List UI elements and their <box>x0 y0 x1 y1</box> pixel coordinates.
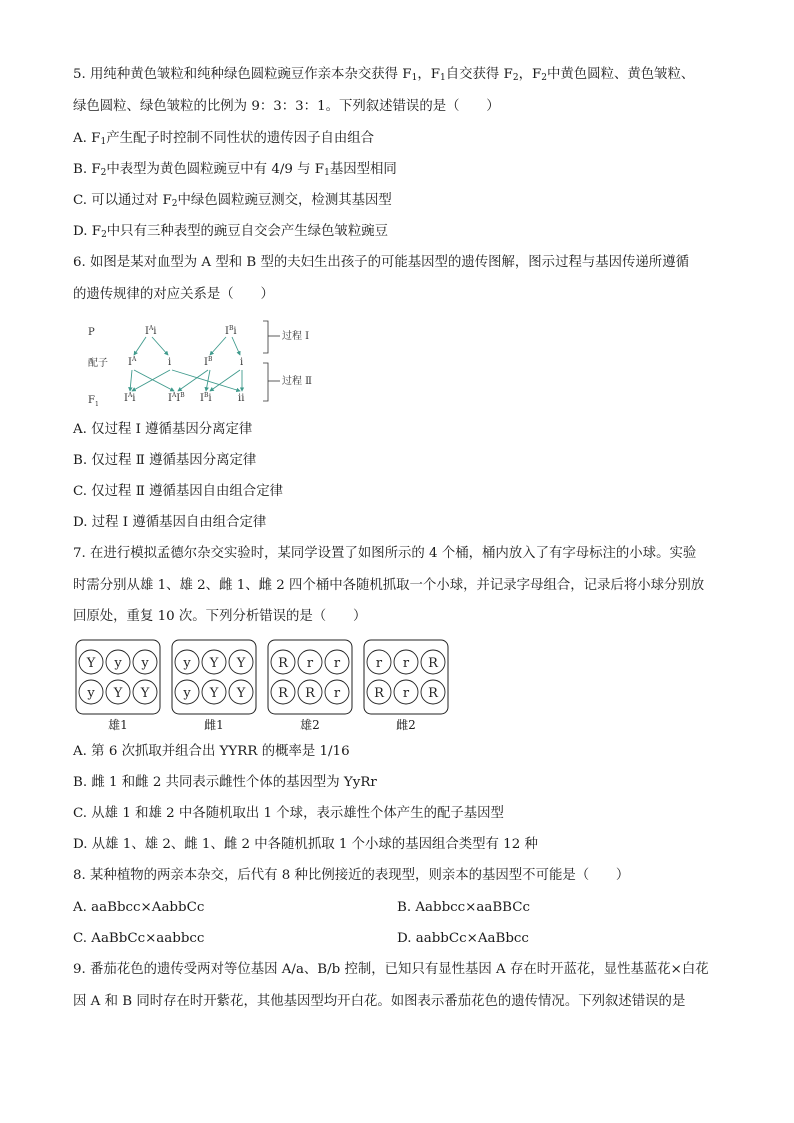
offspring-ibi: $I^Bi$ <box>200 392 212 404</box>
ball-label: Y <box>236 656 246 671</box>
q7-option-b: B. 雌 1 和雌 2 共同表示雌性个体的基因型为 YyRr <box>73 775 377 790</box>
ball-label: R <box>278 656 288 671</box>
q6-stem-line1: 6. 如图是某对血型为 A 型和 B 型的夫妇生出孩子的可能基因型的遗传图解，图示过程与基因传递所遵循 <box>73 255 689 270</box>
ball-label: r <box>402 686 410 701</box>
q5-option-b: B. $F_2$中表型为黄色圆粒豌豆中有 4/9 与 $F_1$基因型相同 <box>73 162 397 178</box>
gamete-ia: $I^A$ <box>128 356 137 368</box>
offspring-iaib: $I^AI^B$ <box>168 392 185 404</box>
q5-option-c: C. 可以通过对 $F_2$中绿色圆粒豌豆测交，检测其基因型 <box>73 193 392 209</box>
offspring-ii: ii <box>238 393 245 404</box>
offspring-iai: $I^Ai$ <box>124 392 136 404</box>
q8-option-c: C. AaBbCc×aabbcc <box>73 931 205 946</box>
ball-label: y <box>183 656 191 671</box>
bucket-4 <box>363 639 451 733</box>
row-label-p: P <box>88 327 95 338</box>
q6-option-d: D. 过程 Ⅰ 遵循基因自由组合定律 <box>73 515 267 530</box>
ball-label: Y <box>113 686 123 701</box>
q5-option-d: D. $F_2$中只有三种表型的豌豆自交会产生绿色皱粒豌豆 <box>73 224 388 240</box>
q7-stem-line3: 回原处，重复 10 次。下列分析错误的是（ ） <box>73 609 367 624</box>
q6-option-b: B. 仅过程 Ⅱ 遵循基因分离定律 <box>73 453 257 468</box>
bucket-1 <box>75 639 163 733</box>
parent-right-genotype: $I^Bi$ <box>225 325 237 337</box>
q9-stem-line1: 9. 番茄花色的遗传受两对等位基因 A/a、B/b 控制，已知只有显性基因 A 存在时开蓝花，显性基蓝花×白花 <box>73 962 709 977</box>
q8-option-d: D. aabbCc×AaBbcc <box>397 931 529 946</box>
ball-label: R <box>278 686 288 701</box>
ball-label: y <box>87 686 95 701</box>
q7-stem-line2: 时需分别从雄 1、雄 2、雌 1、雌 2 四个桶中各随机抓取一个小球，并记录字母组合，记录后将小球分别放 <box>73 578 705 593</box>
ball-label: R <box>428 656 438 671</box>
q8-option-b: B. Aabbcc×aaBBCc <box>397 900 531 915</box>
ball-label: y <box>183 686 191 701</box>
row-label-gamete: 配子 <box>88 358 108 369</box>
bucket-label: 雄1 <box>108 718 128 732</box>
q9-stem-line2: 因 A 和 B 同时存在时开紫花，其他基因型均开白花。如图表示番茄花色的遗传情况。下列叙述错误的是 <box>73 994 686 1009</box>
bucket-label: 雌2 <box>396 718 416 732</box>
bucket-label: 雄2 <box>300 718 320 732</box>
ball-label: y <box>141 656 149 671</box>
q7-option-d: D. 从雄 1、雄 2、雌 1、雌 2 中各随机抓取 1 个小球的基因组合类型有 12 种 <box>73 837 538 852</box>
ball-label: Y <box>236 686 246 701</box>
q6-option-a: A. 仅过程 Ⅰ 遵循基因分离定律 <box>73 422 253 437</box>
q5-option-a: A. $F_1$产生配子时控制不同性状的遗传因子自由组合 <box>73 131 375 147</box>
ball-label: r <box>333 686 341 701</box>
ball-label: r <box>402 656 410 671</box>
bucket-2 <box>171 639 259 733</box>
ball-label: R <box>374 686 384 701</box>
q6-option-c: C. 仅过程 Ⅱ 遵循基因自由组合定律 <box>73 484 283 499</box>
q5-stem-line1: 5. 用纯种黄色皱粒和纯种绿色圆粒豌豆作亲本杂交获得 $F_1$，$F_1$自交获得 $F_2$，$F_2$中黄色圆粒、黄色皱粒、 <box>73 67 695 83</box>
ball-label: Y <box>140 686 150 701</box>
q8-stem: 8. 某种植物的两亲本杂交，后代有 8 种比例接近的表现型，则亲本的基因型不可能是（ ） <box>73 868 630 883</box>
ball-label: r <box>306 656 314 671</box>
q8-option-a: A. aaBbcc×AabbCc <box>73 900 205 915</box>
q5-stem-line2: 绿色圆粒、绿色皱粒的比例为 9：3：3：1。下列叙述错误的是（ ） <box>73 99 500 114</box>
process-2-label: 过程 Ⅱ <box>282 376 312 387</box>
gamete-ib: $I^B$ <box>204 356 213 368</box>
row-label-f1: $F_1$ <box>88 395 99 408</box>
parent-left-genotype: $I^Ai$ <box>145 325 157 337</box>
ball-label: r <box>375 656 383 671</box>
gamete-i-right: i <box>240 357 244 368</box>
ball-label: r <box>333 656 341 671</box>
q6-stem-line2: 的遗传规律的对应关系是（ ） <box>73 287 274 302</box>
bucket-3 <box>267 639 355 733</box>
bucket-label: 雌1 <box>204 718 224 732</box>
q7-option-c: C. 从雄 1 和雄 2 中各随机取出 1 个球，表示雄性个体产生的配子基因型 <box>73 806 504 821</box>
gamete-i-left: i <box>168 357 172 368</box>
ball-label: Y <box>209 686 219 701</box>
ball-label: Y <box>86 656 96 671</box>
ball-label: y <box>114 656 122 671</box>
q7-option-a: A. 第 6 次抓取并组合出 YYRR 的概率是 1/16 <box>73 744 350 759</box>
q7-stem-line1: 7. 在进行模拟孟德尔杂交实验时，某同学设置了如图所示的 4 个桶，桶内放入了有字母标注的小球。实验 <box>73 546 697 561</box>
ball-label: Y <box>209 656 219 671</box>
inheritance-diagram <box>80 315 360 415</box>
ball-label: R <box>428 686 438 701</box>
ball-label: R <box>305 686 315 701</box>
process-1-label: 过程 I <box>282 331 310 342</box>
